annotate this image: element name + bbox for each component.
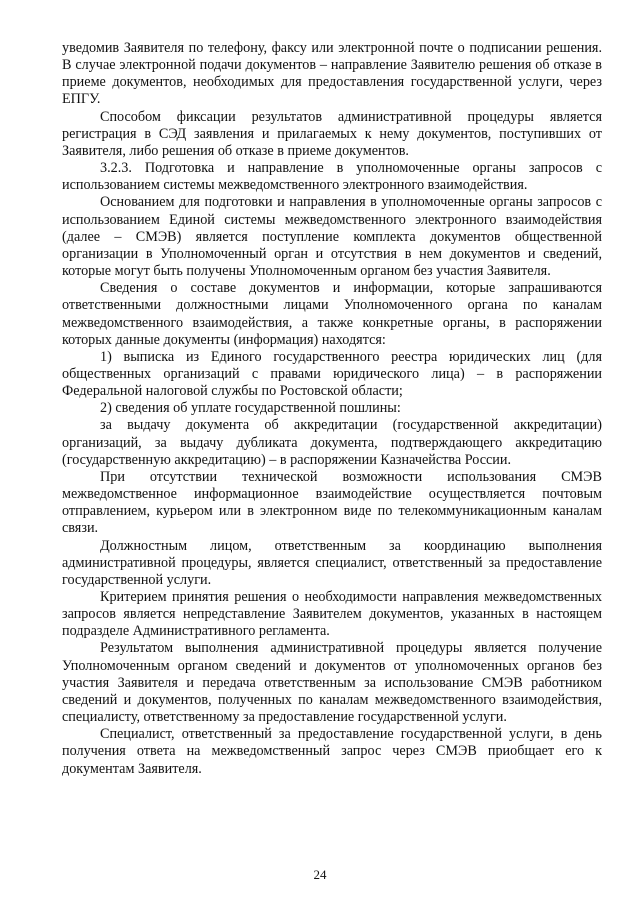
list-item-1: 1) выписка из Единого государственного реестра юридических лиц (для общественных организаций с правами юридического лица) – в распоряжении Федеральной налоговой службы по Ростовской области; xyxy=(62,348,602,400)
paragraph-documents-info: Сведения о составе документов и информации, которые запрашиваются ответственными должностными лицами Уполномоченного органа по каналам межведомственного взаимодействия, а также конкретные органы, в распоряжении которых данные документы (информация) находятся: xyxy=(62,280,602,348)
list-item-2: 2) сведения об уплате государственной пошлины: xyxy=(100,400,401,417)
paragraph-basis: Основанием для подготовки и направления в уполномоченные органы запросов с использованием Единой системы межведомственного электронного взаимодействия (далее – СМЭВ) является поступление комплекта документов общественной организации в Уполномоченный орган и отсутствия в нем документов и сведений, которые могут быть получены Уполномоченным органом без участия Заявителя. xyxy=(62,194,602,280)
paragraph-result: Результатом выполнения административной процедуры является получение Уполномоченным органом сведений и документов от уполномоченных органов без участия Заявителя и передача ответственным за использование СМЭВ работником сведений и документов, полученных по каналам межведомственного взаимодействия, специалисту, ответственному за предоставление государственной услуги. xyxy=(62,640,602,726)
paragraph-notification: уведомив Заявителя по телефону, факсу или электронной почте о подписании решения. В случае электронной подачи документов – направление Заявителю решения об отказе в приеме документов, необходимых для предоставления государственной услуги, через ЕПГУ. xyxy=(62,40,602,108)
section-heading-3-2-3: 3.2.3. Подготовка и направление в уполномоченные органы запросов с использованием системы межведомственного электронного взаимодействия. xyxy=(62,160,602,194)
paragraph-decision-criterion: Критерием принятия решения о необходимости направления межведомственных запросов является непредставление Заявителем документов, указанных в настоящем подразделе Административного регламента. xyxy=(62,589,602,640)
paragraph-accreditation-fee: за выдачу документа об аккредитации (государственной аккредитации) организаций, за выдачу дубликата документа, подтверждающего аккредитацию (государственную аккредитацию) – в распоряжении Казначейства России. xyxy=(62,417,602,468)
paragraph-specialist: Специалист, ответственный за предоставление государственной услуги, в день получения ответа на межведомственный запрос через СМЭВ приобщает его к документам Заявителя. xyxy=(62,726,602,777)
paragraph-responsible-official: Должностным лицом, ответственным за координацию выполнения административной процедуры, является специалист, ответственный за предоставление государственной услуги. xyxy=(62,537,602,588)
paragraph-no-smev: При отсутствии технической возможности использования СМЭВ межведомственное информационное взаимодействие осуществляется почтовым отправлением, курьером или в электронном виде по телекоммуникационным каналам связи. xyxy=(62,468,602,537)
paragraph-fixation-method: Способом фиксации результатов административной процедуры является регистрация в СЭД заявления и прилагаемых к нему документов, поступивших от Заявителя, либо решения об отказе в приеме документов. xyxy=(62,108,602,159)
document-page xyxy=(62,40,602,778)
page-number: 24 xyxy=(313,867,327,882)
